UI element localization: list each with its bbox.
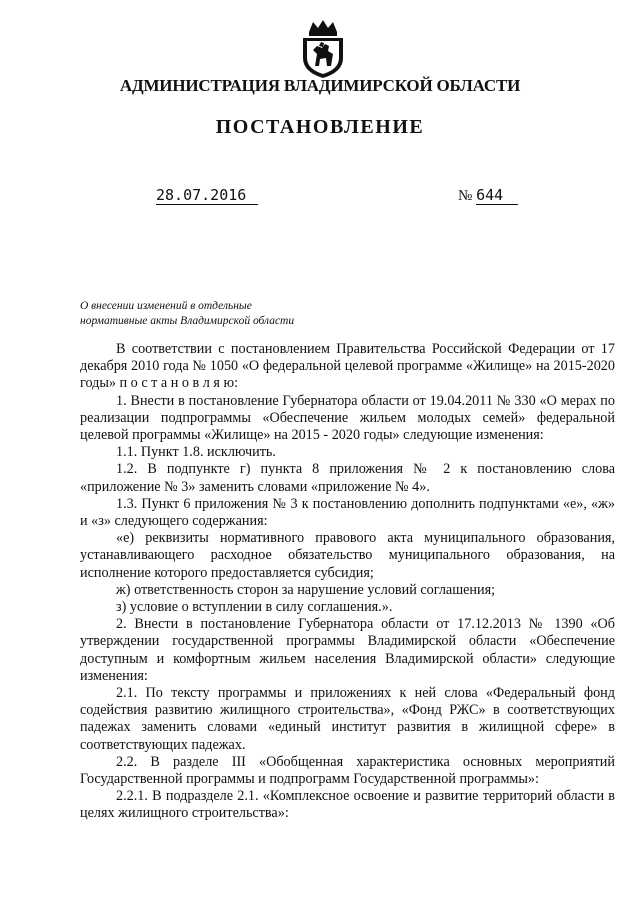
document-number (458, 186, 518, 205)
body-paragraph: 2. Внести в постановление Губернатора области от 17.12.2013 № 1390 «Об утверждении государственной программы Владимирской области «Обеспечение доступным и комфортным жильем населения Владимирской области» следующие изменения: (80, 616, 615, 684)
body-paragraph: з) условие о вступлении в силу соглашения.». (116, 599, 393, 616)
body-paragraph: 1. Внести в постановление Губернатора области от 19.04.2011 № 330 «О мерах по реализации подпрограммы «Обеспечение жильем молодых семей» федеральной целевой программы «Жилище» на 2015 - 2020 годы» следующие изменения: (80, 392, 615, 444)
body-paragraph: В соответствии с постановлением Правительства Российской Федерации от 17 декабря 2010 года № 1050 «О федеральной целевой программе «Жилище» на 2015-2020 годы» п о с т а н о в л я ю: (80, 341, 615, 392)
body-paragraph: 2.2.1. В подразделе 2.1. «Комплексное освоение и развитие территорий области в целях жилищного строительства»: (80, 788, 615, 822)
document-date: 28.07.2016 (156, 186, 258, 205)
body-paragraph: ж) ответственность сторон за нарушение условий соглашения; (116, 581, 496, 598)
body-paragraph: 1.2. В подпункте г) пункта 8 приложения № 2 к постановлению слова «приложение № 3» заменить словами «приложение № 4». (80, 461, 615, 495)
organization-title: АДМИНИСТРАЦИЯ ВЛАДИМИРСКОЙ ОБЛАСТИ (119, 76, 521, 95)
body-paragraph: 2.2. В разделе III «Обобщенная характеристика основных мероприятий Государственной программы и подпрограмм Государственной программы»: (80, 753, 615, 788)
subject-line: О внесении изменений в отдельные (80, 300, 252, 312)
body-paragraph: «е) реквизиты нормативного правового акта муниципального образования, устанавливающего расходное обязательство муниципального образования, на исполнение которого предоставляется субсидия; (80, 530, 615, 581)
number-value: 644 (476, 186, 518, 205)
coat-of-arms-icon (295, 18, 351, 80)
document-body (80, 341, 615, 823)
body-paragraph: 1.1. Пункт 1.8. исключить. (116, 444, 276, 461)
body-paragraph: 2.1. По тексту программы и приложениях к ней слова «Федеральный фонд содействия развитию жилищного строительства», «Фонд РЖС» в соответствующих падежах заменить словами «единый институт развития в жилищной сфере» в соответствующих падежах. (80, 685, 615, 753)
subject-line: нормативные акты Владимирской области (80, 315, 295, 327)
document-type-title: ПОСТАНОВЛЕНИЕ (215, 116, 425, 138)
number-label: № (458, 188, 473, 204)
body-paragraph: 1.3. Пункт 6 приложения № 3 к постановлению дополнить подпунктами «е», «ж» и «з» следующего содержания: (80, 495, 615, 530)
document-subject (80, 299, 294, 329)
